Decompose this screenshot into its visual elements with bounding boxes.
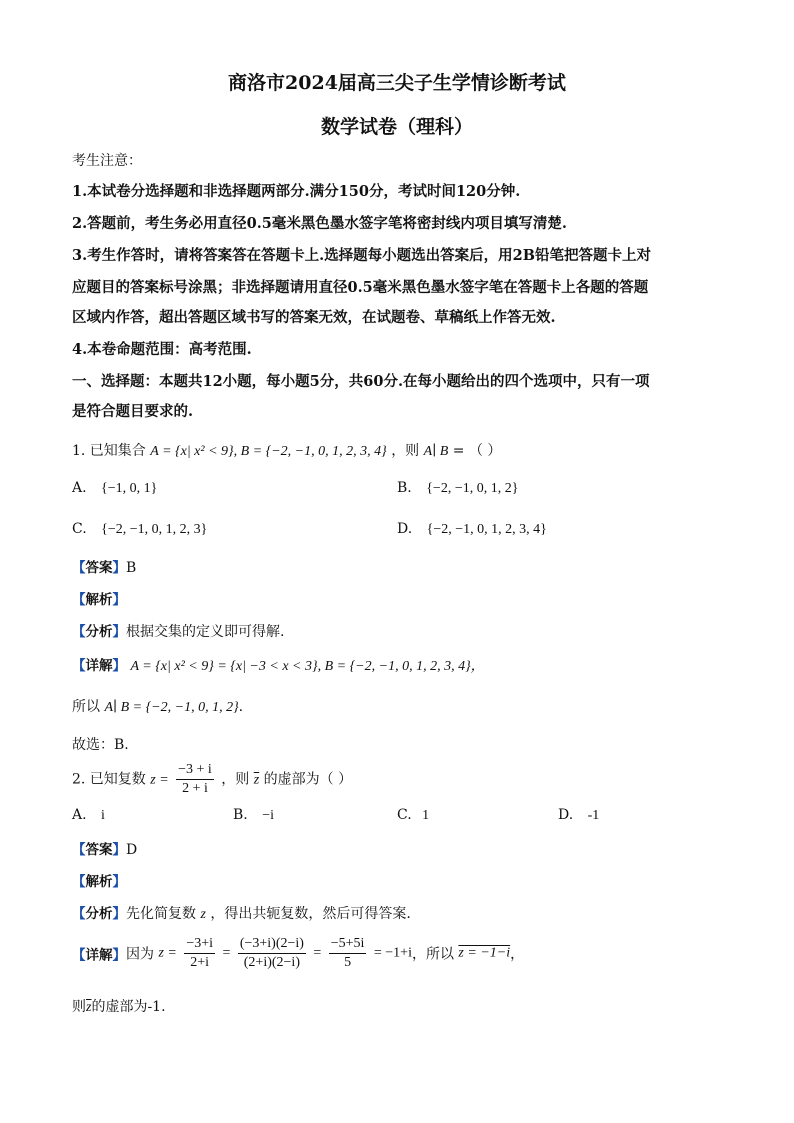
q2-f1-denominator: 2+i [190, 955, 210, 970]
q1-option-b-text: {−2, −1, 0, 1, 2} [426, 481, 519, 496]
q2-f1-numerator: −3+i [184, 936, 215, 954]
document-subtitle: 数学试卷（理科） [320, 116, 473, 138]
q2-option-d-text: -1 [587, 808, 600, 823]
q2-conclusion [72, 996, 166, 1016]
q1-option-c-text: {−2, −1, 0, 1, 2, 3} [101, 522, 208, 537]
q1-answer-value: B [126, 560, 137, 576]
question-1-stem [72, 440, 501, 460]
q2-f2-numerator: (−3+i)(2−i) [238, 936, 306, 954]
q2-xiangjie-prefix: 因为 [126, 946, 154, 963]
q2-stem-suffix: 的虚部为（ ） [263, 771, 353, 788]
q2-f3-denominator: 5 [344, 955, 352, 970]
q2-option-c [397, 807, 429, 824]
q2-conjugate [458, 946, 510, 961]
q2-fraction-numerator: −3 + i [176, 762, 214, 780]
q1-stem-mid: ，则 [391, 443, 420, 459]
note-3-line-2: 应题目的答案标号涂黑；非选择题请用直径0.5毫米黑色墨水签字笔在答题卡上各题的答题 [72, 279, 649, 296]
q2-xiangjie [72, 936, 524, 971]
q1-conclusion-suffix: . [238, 699, 244, 715]
q1-fenxi-tag: 【分析】 [72, 624, 126, 640]
q2-answer [72, 838, 137, 858]
q1-fenxi-text: 根据交集的定义即可得解. [126, 624, 285, 640]
q2-result: = −1+i [373, 945, 412, 961]
q2-xiangjie-fraction-3 [329, 936, 367, 971]
q2-fenxi-z: z [200, 907, 206, 922]
q1-option-d-text: {−2, −1, 0, 1, 2, 3, 4} [426, 522, 547, 537]
note-1: 1.本试卷分选择题和非选择题两部分.满分150分，考试时间120分钟. [72, 183, 521, 200]
q1-stem-prefix: 1. 已知集合 [72, 443, 146, 459]
q2-xiangjie-mid: ，所以 [411, 946, 454, 963]
q2-option-c-text: 1 [422, 808, 430, 823]
notes-heading: 考生注意： [72, 153, 142, 169]
q2-option-a-letter: A. [72, 807, 87, 823]
q1-conclusion-expr: A∣ B = {−2, −1, 0, 1, 2} [104, 700, 239, 715]
q2-option-b-text: −i [262, 808, 274, 823]
q2-stem-mid: ，则 [221, 771, 250, 788]
q2-fenxi [72, 902, 411, 923]
q1-stem-suffix: = （ ） [448, 443, 502, 459]
q2-jiexi [72, 870, 126, 890]
q1-answer [72, 556, 136, 576]
q2-fraction-denominator: 2 + i [182, 781, 208, 796]
q2-fenxi-suffix: ，得出共轭复数，然后可得答案. [210, 906, 411, 922]
q2-fraction [176, 762, 214, 797]
q2-option-b [233, 807, 274, 824]
q2-answer-value: D [126, 842, 138, 858]
q1-xiangjie-text: A = {x| x² < 9} = {x| −3 < x < 3}, B = {−2, −1, 0, 1, 2, 3, 4}， [130, 659, 485, 674]
q1-option-d [397, 521, 547, 538]
q2-stem-prefix: 2. 已知复数 [72, 771, 146, 788]
q2-xiangjie-fraction-1 [184, 936, 215, 971]
note-3-line-3: 区域内作答，超出答题区域书写的答案无效，在试题卷、草稿纸上作答无效. [72, 309, 556, 326]
note-4: 4.本卷命题范围：高考范围. [72, 341, 252, 358]
q2-conclusion-prefix: 则 [72, 999, 86, 1015]
q1-conclusion [72, 696, 243, 716]
q2-f3-numerator: −5+5i [329, 936, 367, 954]
q2-option-d [558, 807, 599, 824]
q2-conclusion-zbar: $\overline{z}$ [86, 1000, 92, 1015]
q1-option-b-letter: B. [397, 480, 412, 496]
q1-fenxi [72, 620, 284, 641]
section-heading-line-2: 是符合题目要求的. [72, 403, 194, 420]
q1-set-a: A = {x| x² < 9} [150, 444, 234, 459]
q1-option-c-letter: C. [72, 521, 87, 537]
q2-jiexi-tag: 【解析】 [72, 874, 126, 890]
q2-equals-2: = [313, 945, 322, 961]
section-heading-line-1: 一、选择题：本题共12小题，每小题5分，共60分.在每小题给出的四个选项中，只有一项 [72, 373, 650, 390]
q1-xiangjie-tag: 【详解】 [72, 658, 126, 674]
q1-expression: A∣ B [423, 444, 449, 459]
q2-option-b-letter: B. [233, 807, 248, 823]
q1-conclusion-prefix: 所以 [72, 699, 100, 715]
q2-equals-1: = [222, 945, 231, 961]
q1-option-a-text: {−1, 0, 1} [101, 481, 158, 496]
q2-option-c-letter: C. [397, 807, 412, 823]
q1-xiangjie [72, 654, 485, 675]
q2-option-a-text: i [101, 808, 105, 823]
note-2: 2.答题前，考生务必用直径0.5毫米黑色墨水签字笔将密封线内项目填写清楚. [72, 215, 567, 232]
q1-option-b [397, 480, 518, 497]
note-3-line-1: 3.考生作答时，请将答案答在答题卡上.选择题每小题选出答案后，用2B铅笔把答题卡上对 [72, 247, 652, 264]
q1-jiexi [72, 588, 126, 608]
q2-fenxi-tag: 【分析】 [72, 906, 126, 922]
q2-f2-denominator: (2+i)(2−i) [243, 955, 300, 970]
q1-option-a-letter: A. [72, 480, 87, 496]
q1-option-c [72, 521, 207, 538]
q2-fenxi-prefix: 先化简复数 [126, 906, 196, 922]
q1-set-b: , B = {−2, −1, 0, 1, 2, 3, 4} [233, 444, 387, 459]
q2-answer-tag: 【答案】 [72, 842, 126, 858]
question-2-stem [72, 762, 352, 797]
q1-option-a [72, 480, 157, 497]
q2-zbar: $\overline{z}$ [253, 772, 260, 788]
q2-xiangjie-z: z = [158, 945, 177, 961]
q2-xiangjie-end: ， [510, 946, 525, 963]
q1-option-d-letter: D. [397, 521, 413, 537]
q1-answer-tag: 【答案】 [72, 560, 126, 576]
q2-xiangjie-fraction-2 [238, 936, 306, 971]
q2-option-a [72, 807, 105, 824]
q2-conclusion-suffix: 的虚部为-1. [91, 999, 166, 1015]
document-title: 商洛市2024届高三尖子生学情诊断考试 [228, 72, 566, 94]
q2-conjugate-expr: z = −1−i [458, 945, 511, 961]
q2-z-eq: z = [150, 772, 169, 788]
q2-option-d-letter: D. [558, 807, 574, 823]
q1-jiexi-tag: 【解析】 [72, 592, 126, 608]
q2-xiangjie-tag: 【详解】 [72, 947, 126, 964]
q1-final-choice: 故选：B. [72, 737, 129, 753]
